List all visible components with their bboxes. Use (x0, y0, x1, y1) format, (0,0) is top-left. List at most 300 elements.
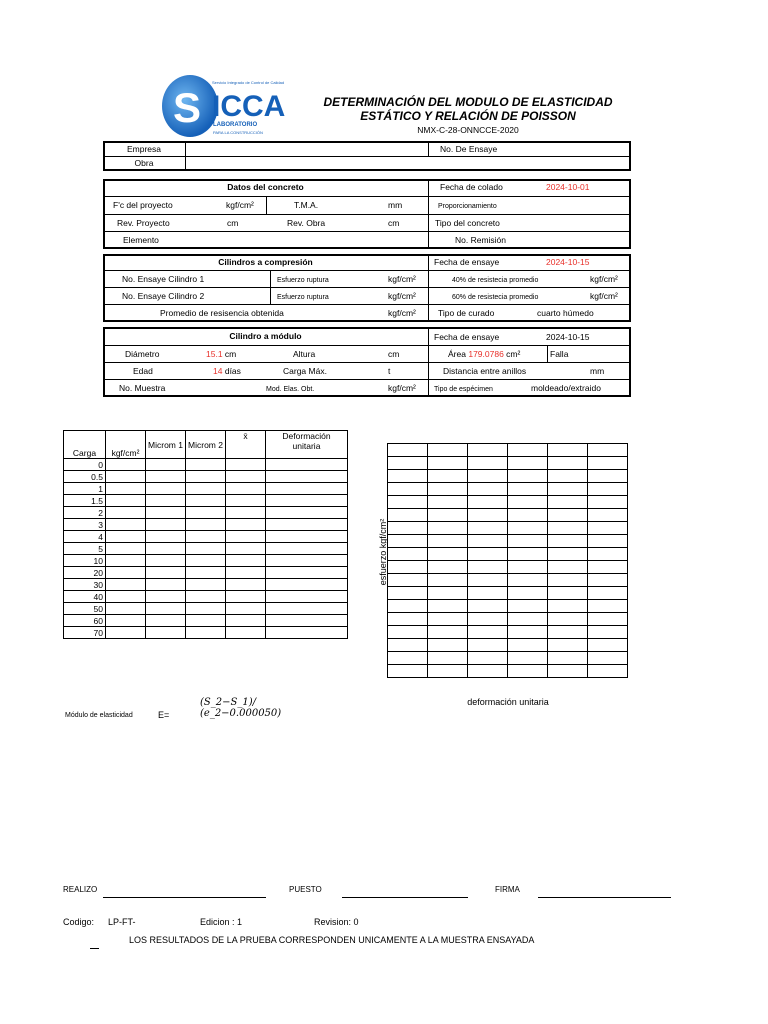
col-kgf: kgf/cm² (106, 431, 146, 459)
fecha-ensaye2-label: Fecha de ensaye (434, 332, 500, 342)
grid-row (388, 457, 628, 470)
grid-cell (588, 457, 628, 470)
microm2-cell (186, 459, 226, 471)
grid-cell (428, 652, 468, 665)
table-header-row (64, 431, 348, 459)
table-row (64, 543, 348, 555)
carga-cell: 10 (64, 555, 106, 567)
res60-label: 60% de resistecia promedio (452, 294, 539, 301)
grid-cell (588, 509, 628, 522)
grid-cell (388, 470, 428, 483)
grid-cell (508, 522, 548, 535)
deformacion-cell (266, 519, 348, 531)
res60-unit: kgf/cm² (590, 291, 618, 301)
logo-sub2: PARA LA CONSTRUCCIÓN (213, 130, 263, 135)
grid-cell (428, 457, 468, 470)
tma-label: T.M.A. (294, 200, 319, 210)
grid-cell (428, 548, 468, 561)
grid-cell (588, 600, 628, 613)
grid-cell (588, 665, 628, 678)
distancia-unit: mm (590, 366, 605, 376)
grid-cell (468, 587, 508, 600)
deformacion-cell (266, 543, 348, 555)
deformacion-cell (266, 495, 348, 507)
formula-num: (S_2−S_1)/ (200, 697, 256, 708)
tipo-especimen-label: Tipo de espécimen (434, 386, 493, 393)
area-field (448, 348, 520, 360)
deformacion-cell (266, 483, 348, 495)
grid-cell (388, 665, 428, 678)
grid-cell (508, 457, 548, 470)
carga-cell: 60 (64, 615, 106, 627)
rev-proyecto-unit: cm (227, 218, 239, 228)
grid-cell (468, 626, 508, 639)
grid-cell (508, 665, 548, 678)
table-row (64, 495, 348, 507)
diametro-unit: cm (224, 349, 237, 359)
microm1-cell (146, 543, 186, 555)
realizo-label: REALIZO (63, 885, 98, 894)
res40-label: 40% de resistecia promedio (452, 277, 539, 284)
fecha-ensaye2-value: 2024-10-15 (546, 332, 590, 342)
microm1-cell (146, 483, 186, 495)
grid-cell (468, 600, 508, 613)
grid-row (388, 483, 628, 496)
grid-cell (468, 496, 508, 509)
xbar-cell (226, 615, 266, 627)
grid-cell (428, 470, 468, 483)
grid-cell (548, 483, 588, 496)
res40-unit: kgf/cm² (590, 274, 618, 284)
grid-row (388, 587, 628, 600)
xbar-cell (226, 531, 266, 543)
grid-cell (468, 470, 508, 483)
firma-label: FIRMA (495, 885, 520, 894)
microm1-cell (146, 627, 186, 639)
microm2-cell (186, 519, 226, 531)
grid-cell (508, 613, 548, 626)
grid-row (388, 626, 628, 639)
area-unit: cm² (506, 349, 521, 359)
grid-cell (508, 626, 548, 639)
grid-cell (508, 509, 548, 522)
grid-cell (588, 548, 628, 561)
puesto-label: PUESTO (289, 885, 322, 894)
grid-cell (388, 613, 428, 626)
grid-cell (548, 457, 588, 470)
edad-value: 14 (213, 366, 223, 376)
grid-cell (428, 444, 468, 457)
microm2-cell (186, 507, 226, 519)
table-row (64, 567, 348, 579)
grid-cell (548, 665, 588, 678)
deformacion-cell (266, 615, 348, 627)
grid-cell (508, 496, 548, 509)
kgf-cell (106, 615, 146, 627)
grid-row (388, 522, 628, 535)
microm1-cell (146, 507, 186, 519)
empresa-label: Empresa (126, 144, 161, 154)
grid-cell (588, 561, 628, 574)
grid-cell (468, 548, 508, 561)
xbar-cell (226, 495, 266, 507)
edad-label: Edad (133, 366, 153, 376)
microm1-cell (146, 579, 186, 591)
microm2-cell (186, 543, 226, 555)
elemento-label: Elemento (123, 235, 159, 245)
area-label: Área (448, 349, 466, 359)
fecha-colado-value: 2024-10-01 (546, 182, 590, 192)
xbar-cell (226, 555, 266, 567)
obra-label: Obra (134, 158, 154, 168)
tipo-concreto-label: Tipo del concreto (435, 218, 500, 228)
carga-cell: 70 (64, 627, 106, 639)
rev-proyecto-label: Rev. Proyecto (117, 218, 170, 228)
fecha-ensaye-label: Fecha de ensaye (434, 257, 500, 267)
xbar-cell (226, 567, 266, 579)
cilindros-compresion-header: Cilindros a compresión (218, 257, 313, 267)
microm2-cell (186, 603, 226, 615)
tipo-curado-label: Tipo de curado (438, 308, 495, 318)
grid-cell (548, 496, 588, 509)
grid-cell (508, 600, 548, 613)
microm1-cell (146, 519, 186, 531)
grid-cell (468, 535, 508, 548)
grid-cell (388, 548, 428, 561)
carga-cell: 0 (64, 459, 106, 471)
carga-max-unit: t (388, 366, 391, 376)
grid-cell (428, 665, 468, 678)
graph-ylabel: esfuerzo kgf/cm² (378, 518, 388, 586)
kgf-cell (106, 471, 146, 483)
puesto-line (342, 897, 468, 898)
grid-row (388, 496, 628, 509)
grid-cell (468, 639, 508, 652)
kgf-cell (106, 507, 146, 519)
table-row (64, 579, 348, 591)
logo-sub1: LABORATORIO (213, 122, 258, 128)
grid-cell (588, 587, 628, 600)
grid-row (388, 613, 628, 626)
deformacion-cell (266, 471, 348, 483)
fc-unit: kgf/cm² (226, 200, 254, 210)
grid-cell (468, 483, 508, 496)
edad-field (213, 365, 241, 377)
title-line2: ESTÁTICO Y RELACIÓN DE POISSON (360, 109, 576, 123)
kgf-cell (106, 591, 146, 603)
distancia-label: Distancia entre anillos (443, 366, 527, 376)
xbar-cell (226, 459, 266, 471)
grid-cell (508, 535, 548, 548)
title-line1: DETERMINACIÓN DEL MODULO DE ELASTICIDAD (323, 95, 613, 109)
grid-cell (468, 652, 508, 665)
table-row (64, 519, 348, 531)
microm2-cell (186, 615, 226, 627)
deformacion-cell (266, 627, 348, 639)
edad-unit: días (224, 366, 241, 376)
deformacion-cell (266, 591, 348, 603)
grid-cell (388, 496, 428, 509)
revision: Revision: 0 (314, 917, 359, 927)
microm1-cell (146, 555, 186, 567)
kgf-cell (106, 519, 146, 531)
carga-cell: 1.5 (64, 495, 106, 507)
kgf-cell (106, 555, 146, 567)
diametro-field (206, 348, 236, 360)
kgf-cell (106, 483, 146, 495)
grid-cell (468, 665, 508, 678)
grid-cell (428, 574, 468, 587)
esfuerzo1-unit: kgf/cm² (388, 274, 416, 284)
grid-cell (548, 600, 588, 613)
xbar-cell (226, 519, 266, 531)
cilindro-modulo-header: Cilindro a módulo (229, 331, 302, 341)
grid-cell (548, 535, 588, 548)
grid-cell (388, 457, 428, 470)
diametro-value: 15.1 (206, 349, 223, 359)
grid-cell (508, 444, 548, 457)
grid-row (388, 665, 628, 678)
proporcionamiento-label: Proporcionamiento (438, 203, 497, 210)
col-xbar: x̄ (226, 431, 266, 459)
grid-row (388, 561, 628, 574)
grid-cell (548, 626, 588, 639)
grid-cell (588, 639, 628, 652)
tma-unit: mm (388, 200, 403, 210)
kgf-cell (106, 579, 146, 591)
modulo-formula (200, 697, 281, 719)
grid-cell (428, 600, 468, 613)
microm1-cell (146, 615, 186, 627)
table-row (64, 591, 348, 603)
deformacion-cell (266, 555, 348, 567)
table-row (64, 603, 348, 615)
mod-elas-unit: kgf/cm² (388, 383, 416, 393)
xbar-cell (226, 627, 266, 639)
table-row (64, 507, 348, 519)
carga-cell: 30 (64, 579, 106, 591)
grid-cell (508, 587, 548, 600)
modulo-eq: E= (158, 710, 170, 720)
table-row (64, 459, 348, 471)
falla-label: Falla (550, 349, 569, 359)
grid-cell (548, 548, 588, 561)
cilindro2-label: No. Ensaye Cilindro 2 (122, 291, 205, 301)
firma-line (538, 897, 671, 898)
microm1-cell (146, 495, 186, 507)
rev-obra-unit: cm (388, 218, 400, 228)
altura-label: Altura (293, 349, 316, 359)
grid-cell (428, 509, 468, 522)
grid-row (388, 470, 628, 483)
promedio-label: Promedio de resisencia obtenida (160, 308, 284, 318)
diametro-label: Diámetro (125, 349, 160, 359)
no-ensaye-label: No. De Ensaye (440, 144, 498, 154)
table-row (64, 627, 348, 639)
grid-cell (548, 522, 588, 535)
grid-cell (468, 613, 508, 626)
deformacion-cell (266, 459, 348, 471)
grafica-grid (387, 443, 628, 678)
promedio-unit: kgf/cm² (388, 308, 416, 318)
footer-dash (90, 948, 99, 949)
grid-cell (588, 613, 628, 626)
esfuerzo2-label: Esfuerzo ruptura (277, 294, 329, 301)
grid-row (388, 535, 628, 548)
document-title (318, 95, 618, 123)
grid-cell (388, 535, 428, 548)
kgf-cell (106, 543, 146, 555)
grid-cell (388, 522, 428, 535)
microm1-cell (146, 471, 186, 483)
kgf-cell (106, 459, 146, 471)
fecha-colado-label: Fecha de colado (440, 182, 503, 192)
grid-cell (388, 444, 428, 457)
formula-den: (e_2−0.000050) (200, 708, 282, 719)
grid-cell (388, 483, 428, 496)
grid-row (388, 652, 628, 665)
tipo-curado-value: cuarto húmedo (537, 308, 594, 318)
grid-cell (388, 652, 428, 665)
graph-xlabel: deformación unitaria (467, 697, 549, 707)
norma: NMX-C-28-ONNCCE-2020 (417, 125, 519, 135)
grid-cell (428, 496, 468, 509)
grid-cell (508, 639, 548, 652)
grid-cell (428, 626, 468, 639)
grid-cell (468, 444, 508, 457)
grid-row (388, 600, 628, 613)
codigo-value: LP-FT- (108, 917, 136, 927)
grid-cell (548, 444, 588, 457)
grid-cell (588, 483, 628, 496)
col-deformacion: Deformación unitaria (266, 431, 348, 459)
grid-cell (428, 613, 468, 626)
grid-cell (588, 496, 628, 509)
grid-row (388, 509, 628, 522)
grid-row (388, 444, 628, 457)
fecha-ensaye-value: 2024-10-15 (546, 257, 590, 267)
deformacion-cell (266, 507, 348, 519)
col-microm2: Microm 2 (186, 431, 226, 459)
grid-cell (508, 652, 548, 665)
logo-tagline: Servicio Integrado de Control de Calidad (212, 80, 285, 85)
grid-cell (548, 639, 588, 652)
grid-cell (388, 639, 428, 652)
grid-cell (468, 574, 508, 587)
grid-cell (548, 613, 588, 626)
grid-row (388, 639, 628, 652)
carga-cell: 1 (64, 483, 106, 495)
sicca-logo (160, 72, 290, 140)
microm2-cell (186, 567, 226, 579)
grid-cell (548, 574, 588, 587)
esfuerzo2-unit: kgf/cm² (388, 291, 416, 301)
microm1-cell (146, 603, 186, 615)
grid-cell (588, 535, 628, 548)
grid-cell (548, 470, 588, 483)
no-remision-label: No. Remisión (455, 235, 507, 245)
carga-cell: 0.5 (64, 471, 106, 483)
svg-text:S: S (173, 84, 202, 131)
grid-cell (388, 574, 428, 587)
grid-cell (428, 639, 468, 652)
grid-cell (588, 574, 628, 587)
xbar-cell (226, 507, 266, 519)
grid-cell (388, 626, 428, 639)
microm2-cell (186, 591, 226, 603)
kgf-cell (106, 495, 146, 507)
cilindro1-label: No. Ensaye Cilindro 1 (122, 274, 205, 284)
xbar-cell (226, 471, 266, 483)
xbar-cell (226, 603, 266, 615)
kgf-cell (106, 627, 146, 639)
deformacion-cell (266, 531, 348, 543)
microm2-cell (186, 531, 226, 543)
grid-cell (588, 522, 628, 535)
grid-cell (428, 535, 468, 548)
modulo-label: Módulo de elasticidad (65, 712, 133, 719)
kgf-cell (106, 567, 146, 579)
microm2-cell (186, 471, 226, 483)
xbar-cell (226, 591, 266, 603)
microm2-cell (186, 579, 226, 591)
microm2-cell (186, 483, 226, 495)
carga-cell: 4 (64, 531, 106, 543)
grid-cell (428, 561, 468, 574)
grid-cell (588, 626, 628, 639)
table-row (64, 615, 348, 627)
grid-cell (468, 457, 508, 470)
mod-elas-label: Mod. Elas. Obt. (266, 386, 315, 393)
grid-cell (548, 652, 588, 665)
grid-cell (508, 548, 548, 561)
tipo-especimen-value: moldeado/extraido (531, 383, 601, 393)
col-carga: Carga (64, 431, 106, 459)
carga-cell: 5 (64, 543, 106, 555)
microm1-cell (146, 591, 186, 603)
xbar-cell (226, 543, 266, 555)
lecturas-table (63, 430, 348, 639)
carga-max-label: Carga Máx. (283, 366, 327, 376)
esfuerzo1-label: Esfuerzo ruptura (277, 277, 329, 284)
svg-text:ICCA: ICCA (212, 90, 286, 123)
fc-proyecto-label: F'c del proyecto (113, 200, 173, 210)
xbar-cell (226, 483, 266, 495)
grid-cell (428, 522, 468, 535)
codigo-label: Codigo: (63, 917, 95, 927)
area-value: 179.0786 (468, 349, 504, 359)
grid-row (388, 548, 628, 561)
deformacion-cell (266, 579, 348, 591)
grid-cell (468, 509, 508, 522)
grid-cell (588, 470, 628, 483)
kgf-cell (106, 603, 146, 615)
table-row (64, 483, 348, 495)
grid-cell (388, 561, 428, 574)
microm2-cell (186, 495, 226, 507)
grid-row (388, 574, 628, 587)
grid-cell (588, 652, 628, 665)
table-row (64, 555, 348, 567)
microm2-cell (186, 555, 226, 567)
grid-cell (388, 600, 428, 613)
rev-obra-label: Rev. Obra (287, 218, 326, 228)
edicion: Edicion : 1 (200, 917, 243, 927)
grid-cell (548, 587, 588, 600)
grid-cell (508, 483, 548, 496)
grid-cell (508, 561, 548, 574)
xbar-cell (226, 579, 266, 591)
